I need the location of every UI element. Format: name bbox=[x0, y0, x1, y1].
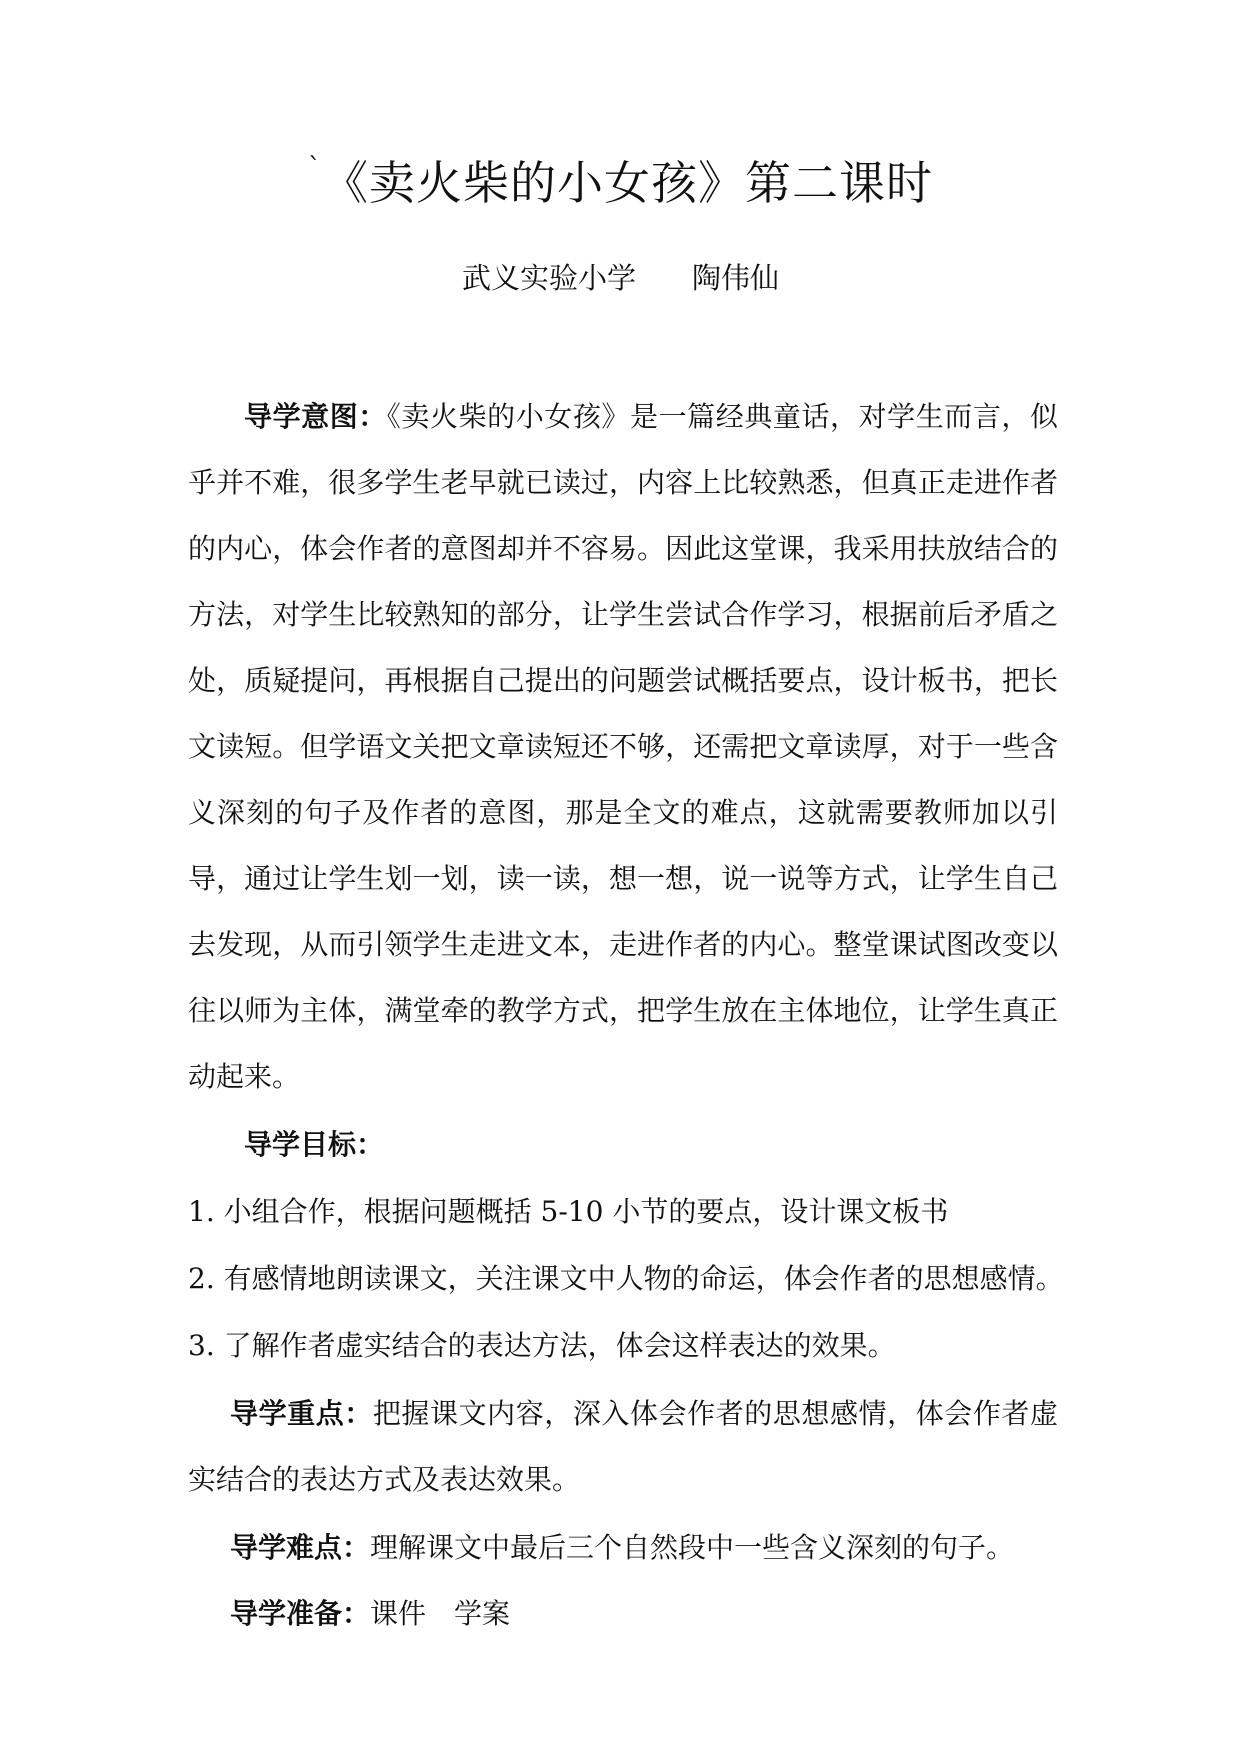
preparation-item-courseware: 课件 bbox=[370, 1597, 427, 1630]
preparation-paragraph bbox=[188, 1581, 1058, 1647]
intent-text: 《卖火柴的小女孩》是一篇经典童话，对学生而言，似乎并不难，很多学生老早就已读过，内容上比较熟悉，但真正走进作者的内心，体会作者的意图却并不容易。因此这堂课，我采用扶放结合的方法，对学生比较熟知的部分，让学生尝试合作学习，根据前后矛盾之处，质疑提问，再根据自己提出的问题尝试概括要点，设计板书，把长文读短。但学语文关把文章读短还不够，还需把文章读厚，对于一些含义深刻的句子及作者的意图，那是全文的难点，这就需要教师加以引导，通过让学生划一划，读一读，想一想，说一说等方式，让学生自己去发现，从而引领学生走进文本，走进作者的内心。整堂课试图改变以往以师为主体，满堂牵的教学方式，把学生放在主体地位，让学生真正动起来。 bbox=[188, 400, 1058, 1093]
byline bbox=[0, 256, 1241, 300]
difficulties-label: 导学难点： bbox=[230, 1531, 371, 1564]
goal-item-3: 3. 了解作者虚实结合的表达方法，体会这样表达的效果。 bbox=[188, 1329, 896, 1362]
school-name: 武义实验小学 bbox=[461, 261, 636, 295]
document-body bbox=[188, 384, 1064, 1647]
intent-label: 导学意图： bbox=[244, 400, 387, 433]
author-name: 陶伟仙 bbox=[692, 261, 780, 295]
goals-heading bbox=[188, 1112, 1058, 1178]
goals-label: 导学目标： bbox=[244, 1128, 385, 1161]
title-text: 《卖火柴的小女孩》第二课时 bbox=[322, 156, 933, 210]
key-points-label: 导学重点： bbox=[230, 1397, 373, 1430]
title-stray-mark: ` bbox=[308, 153, 322, 183]
difficulties-paragraph bbox=[188, 1515, 1058, 1581]
intent-paragraph bbox=[188, 384, 1058, 1110]
document-title bbox=[0, 148, 1241, 218]
key-points-text: 把握课文内容，深入体会作者的思想感情，体会作者虚实结合的表达方式及表达效果。 bbox=[188, 1397, 1058, 1496]
preparation-label: 导学准备： bbox=[230, 1597, 371, 1630]
key-points-paragraph bbox=[188, 1381, 1058, 1513]
preparation-item-worksheet: 学案 bbox=[454, 1597, 511, 1630]
goal-item-1: 1. 小组合作，根据问题概括 5-10 小节的要点，设计课文板书 bbox=[188, 1195, 949, 1228]
goal-item-2: 2. 有感情地朗读课文，关注课文中人物的命运，体会作者的思想感情。 bbox=[188, 1262, 1064, 1295]
difficulties-text: 理解课文中最后三个自然段中一些含义深刻的句子。 bbox=[370, 1531, 1015, 1564]
